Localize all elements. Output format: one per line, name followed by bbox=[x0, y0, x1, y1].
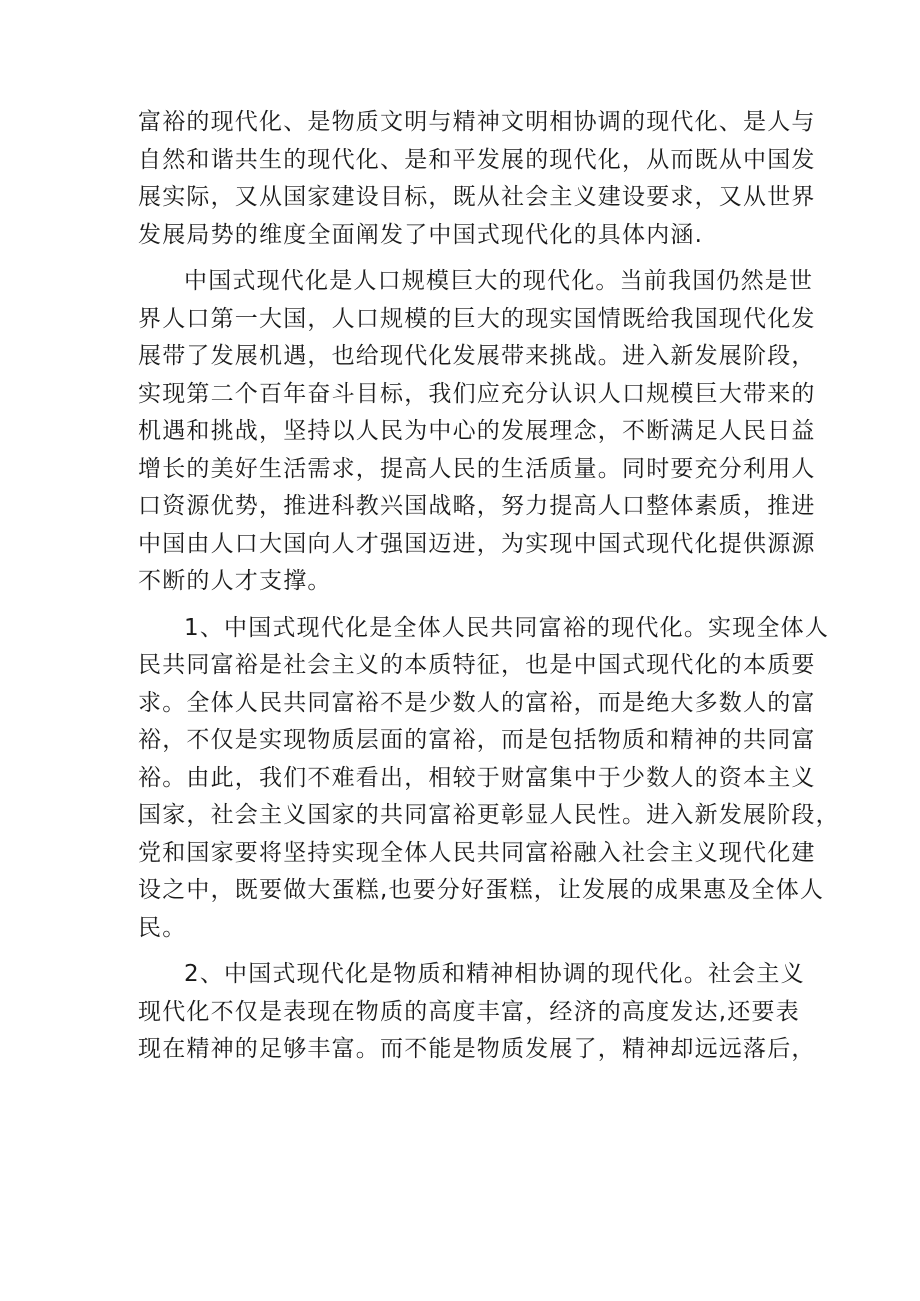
text-line: 富裕的现代化、是物质文明与精神文明相协调的现代化、是人与 bbox=[138, 109, 816, 135]
text-line: 民。 bbox=[138, 914, 187, 941]
text-line: 界人口第一大国，人口规模的巨大的现实国情既给我国现代化发 bbox=[138, 305, 816, 332]
paragraph-intro-continuation bbox=[138, 104, 816, 254]
text-line: 口资源优势，推进科教兴国战略，努力提高人口整体素质，推进 bbox=[138, 493, 816, 519]
text-line: 展实际，又从国家建设目标，既从社会主义建设要求，又从世界 bbox=[138, 184, 816, 210]
paragraph-material-spiritual bbox=[138, 956, 816, 1069]
text-line: 自然和谐共生的现代化、是和平发展的现代化，从而既从中国发 bbox=[138, 146, 816, 173]
text-line: 国家，社会主义国家的共同富裕更彰显人民性。进入新发展阶段， bbox=[138, 802, 840, 828]
text-line: 民共同富裕是社会主义的本质特征，也是中国式现代化的本质要 bbox=[138, 652, 816, 678]
text-line: 增长的美好生活需求，提高人民的生活质量。同时要充分利用人 bbox=[138, 455, 816, 482]
paragraph-common-prosperity bbox=[138, 610, 840, 948]
text-line: 党和国家要将坚持实现全体人民共同富裕融入社会主义现代化建 bbox=[138, 839, 816, 866]
text-line: 裕，不仅是实现物质层面的富裕，而是包括物质和精神的共同富 bbox=[138, 727, 816, 753]
paragraph-population-scale bbox=[138, 263, 816, 601]
text-line: 1、中国式现代化是全体人民共同富裕的现代化。实现全体人 bbox=[184, 614, 830, 641]
text-line: 不断的人才支撑。 bbox=[138, 568, 332, 594]
text-line: 裕。由此，我们不难看出，相较于财富集中于少数人的资本主义 bbox=[138, 764, 816, 791]
text-line: 设之中，既要做大蛋糕,也要分好蛋糕，让发展的成果惠及全体人 bbox=[138, 877, 825, 903]
text-line: 展带了发展机遇，也给现代化发展带来挑战。进入新发展阶段， bbox=[138, 343, 816, 369]
text-line: 2、中国式现代化是物质和精神相协调的现代化。社会主义 bbox=[184, 961, 805, 987]
document-body bbox=[138, 104, 840, 1078]
text-line: 现在精神的足够丰富。而不能是物质发展了，精神却远远落后， bbox=[138, 1036, 816, 1062]
text-line: 现代化不仅是表现在物质的高度丰富，经济的高度发达,还要表 bbox=[138, 998, 800, 1025]
text-line: 机遇和挑战，坚持以人民为中心的发展理念，不断满足人民日益 bbox=[138, 418, 816, 444]
text-line: 中国由人口大国向人才强国迈进，为实现中国式现代化提供源源 bbox=[138, 530, 816, 557]
text-line: 实现第二个百年奋斗目标，我们应充分认识人口规模巨大带来的 bbox=[138, 380, 816, 407]
text-line: 求。全体人民共同富裕不是少数人的富裕，而是绝大多数人的富 bbox=[138, 689, 816, 716]
text-line: 发展局势的维度全面阐发了中国式现代化的具体内涵. bbox=[138, 221, 704, 248]
text-line: 中国式现代化是人口规模巨大的现代化。当前我国仍然是世 bbox=[184, 268, 814, 294]
